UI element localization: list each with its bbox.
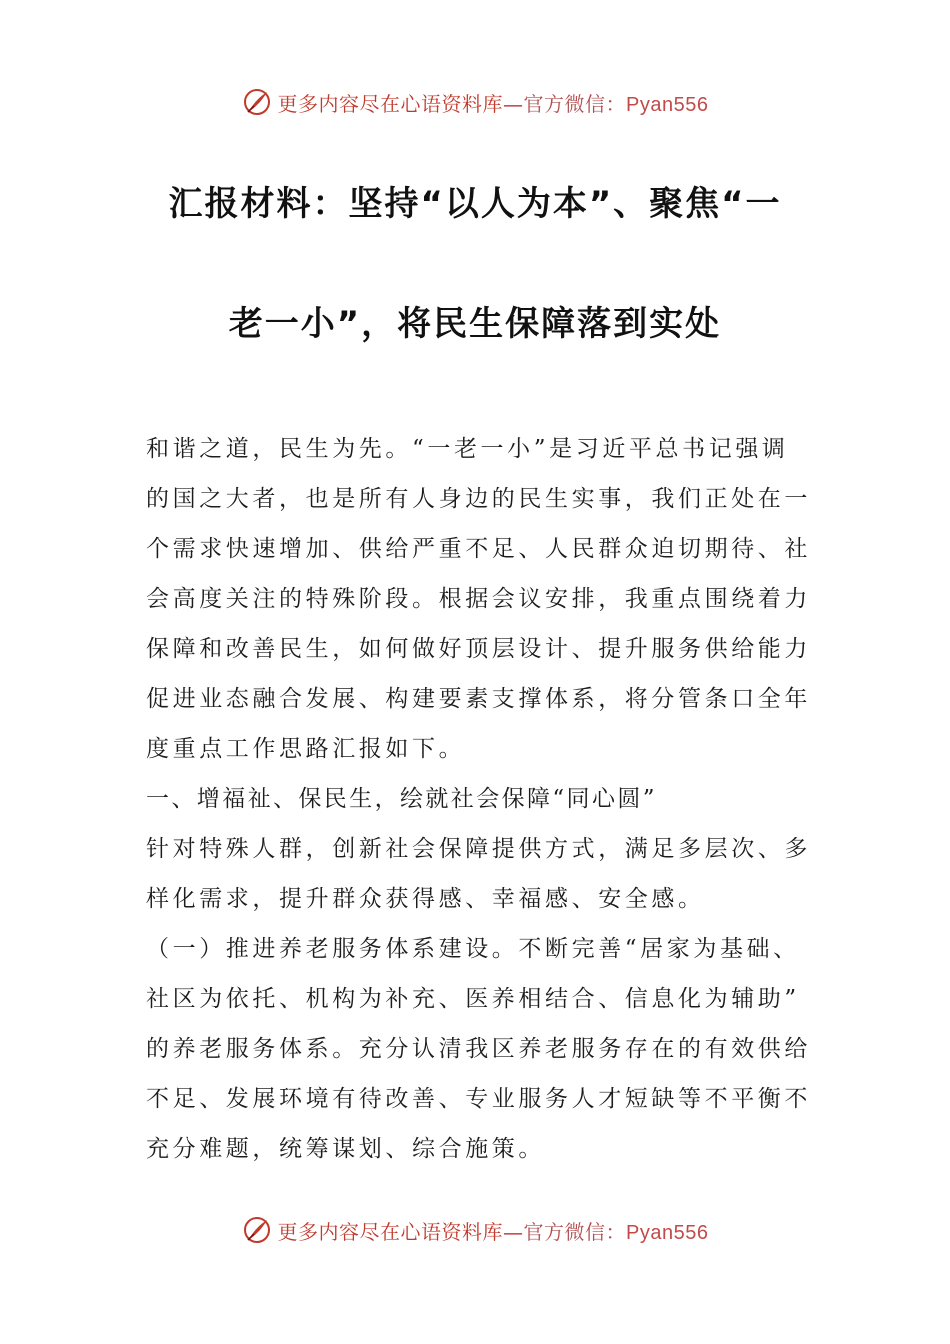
- body-line: 针对特殊人群，创新社会保障提供方式，满足多层次、多: [146, 836, 811, 862]
- watermark-wechat-id: Pyan556: [626, 1221, 709, 1244]
- section-heading: 一、增福祉、保民生，绘就社会保障“同心圆”: [146, 786, 657, 812]
- footer-watermark-banner: [0, 1208, 950, 1252]
- body-line: 个需求快速增加、供给严重不足、人民群众迫切期待、社: [146, 536, 811, 562]
- watermark-text: [278, 1216, 709, 1245]
- body-line: （一）推进养老服务体系建设。不断完善“居家为基础、: [146, 936, 800, 962]
- watermark-wechat-id: Pyan556: [626, 93, 709, 116]
- document-body: [146, 424, 811, 1174]
- body-line: 样化需求，提升群众获得感、幸福感、安全感。: [146, 886, 705, 912]
- body-line: 社区为依托、机构为补充、医养相结合、信息化为辅助”: [146, 986, 800, 1012]
- quill-logo-icon: [242, 1215, 272, 1245]
- watermark-dash: —: [503, 1219, 524, 1244]
- watermark-dash: —: [503, 91, 524, 116]
- quill-logo-icon: [242, 87, 272, 117]
- header-watermark-banner: [0, 80, 950, 124]
- watermark-wechat-label: 官方微信：: [523, 91, 627, 116]
- body-line: 不足、发展环境有待改善、专业服务人才短缺等不平衡不: [146, 1086, 811, 1112]
- watermark-brand: 更多内容尽在心语资料库: [277, 1219, 504, 1244]
- body-line: 的国之大者，也是所有人身边的民生实事，我们正处在一: [146, 486, 811, 512]
- body-line: 度重点工作思路汇报如下。: [146, 736, 466, 762]
- body-line: 会高度关注的特殊阶段。根据会议安排，我重点围绕着力: [146, 586, 811, 612]
- body-line: 充分难题，统筹谋划、综合施策。: [146, 1136, 545, 1162]
- body-line: 的养老服务体系。充分认清我区养老服务存在的有效供给: [146, 1036, 811, 1062]
- document-title-line-1: 汇报材料：坚持“以人为本”、聚焦“一: [168, 184, 782, 224]
- watermark-brand: 更多内容尽在心语资料库: [277, 91, 504, 116]
- document-title-line-2: 老一小”，将民生保障落到实处: [228, 304, 722, 344]
- body-line: 和谐之道，民生为先。“一老一小”是习近平总书记强调: [146, 436, 789, 462]
- watermark-wechat-label: 官方微信：: [523, 1219, 627, 1244]
- watermark-text: [278, 88, 709, 117]
- body-line: 促进业态融合发展、构建要素支撑体系，将分管条口全年: [146, 686, 811, 712]
- body-line: 保障和改善民生，如何做好顶层设计、提升服务供给能力: [146, 636, 811, 662]
